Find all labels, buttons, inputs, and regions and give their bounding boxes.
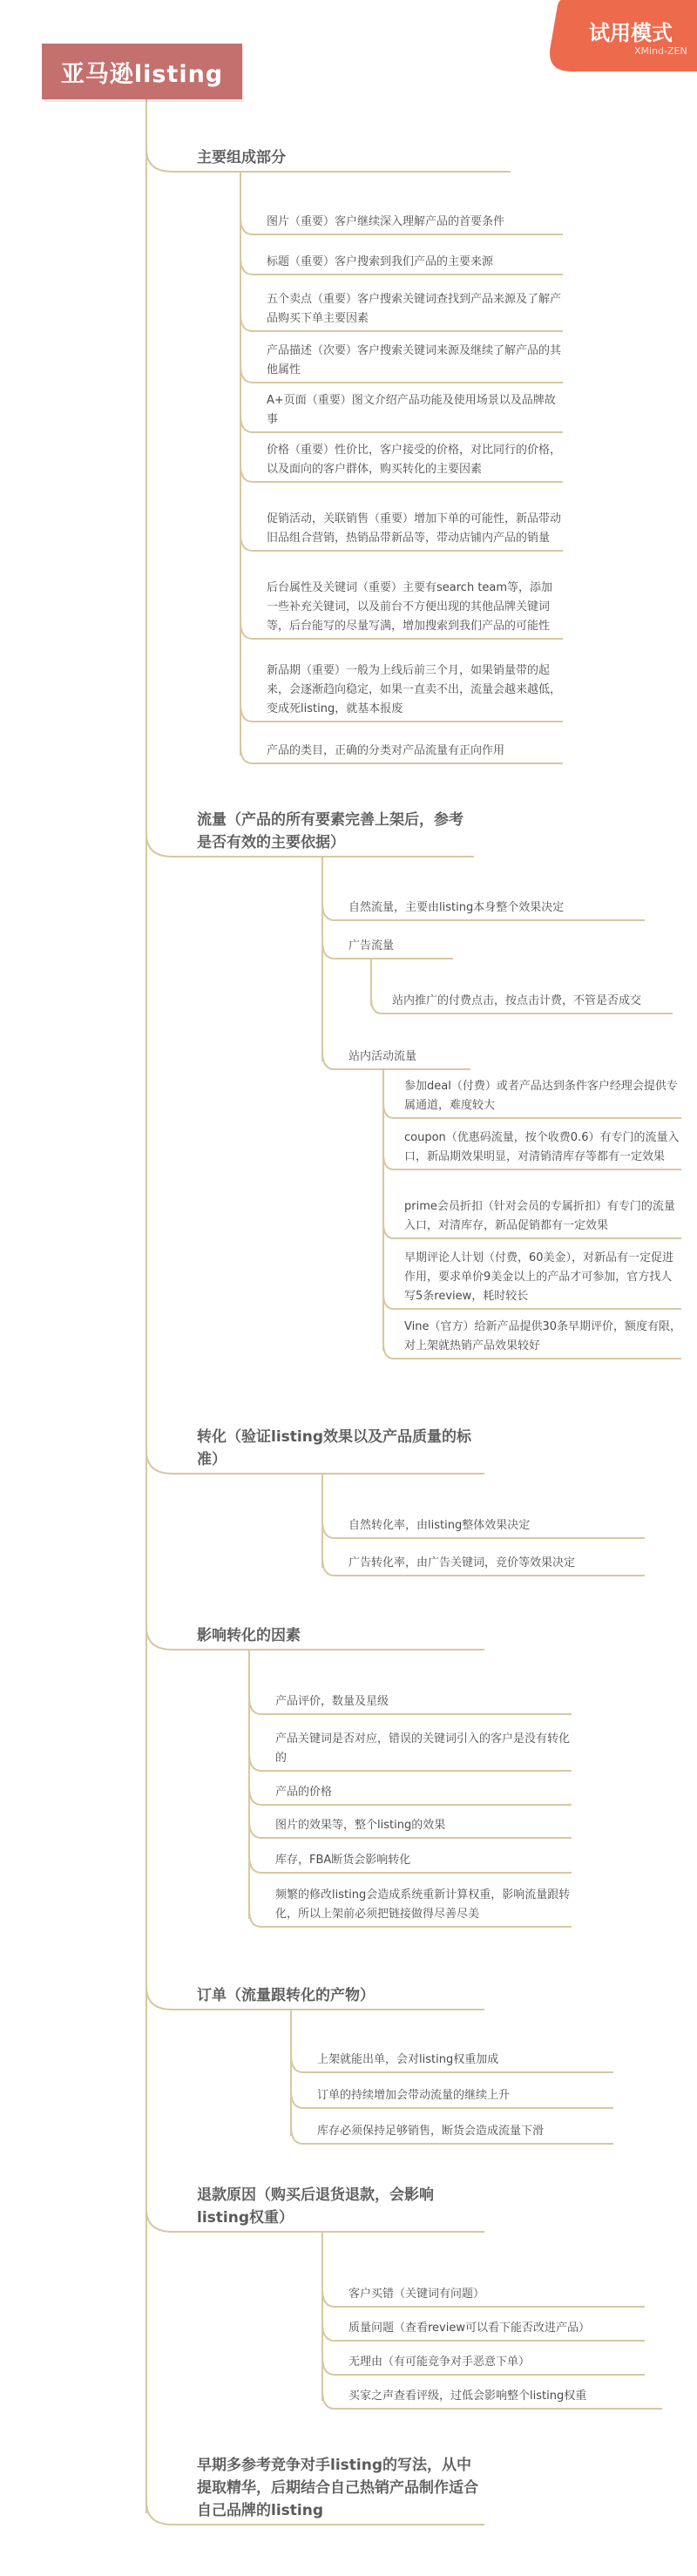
child-branch [322, 941, 342, 959]
section-branch [146, 1987, 190, 2010]
child-branch [322, 2391, 342, 2409]
list-item[interactable]: 订单的持续增加会带动流量的继续上升 [317, 2089, 511, 2102]
section-branch [146, 1627, 190, 1650]
list-item[interactable]: 自然流量，主要由listing本身整个效果决定 [348, 901, 565, 914]
subchild-branch [383, 1343, 397, 1359]
child-branch [240, 365, 260, 383]
child-branch [249, 1787, 268, 1805]
subchild-branch [383, 1293, 397, 1309]
subchild-branch [383, 1154, 397, 1169]
child-branch [322, 1558, 342, 1576]
child-branch [322, 2323, 342, 2341]
child-branch [240, 415, 260, 432]
section-title[interactable]: 退款原因（购买后退货退款，会影响listing权重） [197, 2186, 434, 2227]
section-title[interactable]: 早期多参考竞争对手listing的写法，从中提取精华，后期结合自己热销产品制作适合自己品牌的listing [197, 2457, 478, 2519]
list-item[interactable]: Vine（官方）给新产品提供30条早期评价，额度有限，对上架就热销产品效果较好 [404, 1320, 681, 1352]
list-item[interactable]: 频繁的修改listing会造成系统重新计算权重，影响流量跟转化，所以上架前必须把链接做得尽善尽美 [275, 1888, 571, 1921]
list-item[interactable]: 无理由（有可能竞争对手恶意下单） [348, 2356, 531, 2369]
list-item[interactable]: 广告流量 [348, 939, 395, 952]
list-item[interactable]: 广告转化率，由广告关键词，竞价等效果决定 [348, 1556, 576, 1569]
child-branch [291, 2055, 310, 2072]
list-item[interactable]: 标题（重要）客户搜索到我们产品的主要来源 [267, 255, 494, 268]
section-title[interactable]: 订单（流量跟转化的产物） [197, 1987, 375, 2004]
list-item[interactable]: 新品期（重要）一般为上线后前三个月，如果销量带的起来，会逐渐趋向稳定，如果一直卖不出，流量会越来越低，变成死listing，就基本报废 [267, 664, 562, 715]
list-item[interactable]: A+页面（重要）图文介绍产品功能及使用场景以及品牌故事 [267, 394, 556, 426]
list-item[interactable]: 质量问题（查看review可以看下能否改进产品） [348, 2322, 590, 2335]
list-item[interactable]: 促销活动，关联销售（重要）增加下单的可能性，新品带动旧品组合营销，热销品带新品等，带动店铺内产品的销量 [267, 512, 562, 545]
child-branch [240, 257, 260, 275]
list-item[interactable]: 价格（重要）性价比，客户接受的价格，对比同行的价格，以及面向的客户群体，购买转化的主要因素 [267, 444, 562, 476]
child-branch [240, 704, 260, 722]
list-item[interactable]: 客户买错（关键词有问题） [348, 2288, 485, 2301]
section-title[interactable]: 影响转化的因素 [197, 1627, 301, 1644]
list-item[interactable]: 自然转化率，由listing整体效果决定 [348, 1519, 531, 1532]
list-item[interactable]: 参加deal（付费）或者产品达到条件客户经理会提供专属通道，难度较大 [404, 1080, 678, 1112]
child-branch [322, 1052, 342, 1069]
child-branch [249, 1820, 268, 1838]
list-item[interactable]: 站内推广的付费点击，按点击计费，不管是否成交 [392, 994, 642, 1007]
root-title: 亚马逊listing [60, 60, 224, 88]
child-branch [240, 746, 260, 763]
list-item[interactable]: 图片的效果等，整个listing的效果 [275, 1819, 446, 1832]
child-branch [291, 2091, 310, 2108]
subchild-branch [383, 1102, 397, 1118]
subchild-branch [383, 1223, 397, 1238]
child-branch [240, 464, 260, 482]
subchild-branch [371, 998, 385, 1013]
child-branch [249, 1909, 268, 1927]
section-title[interactable]: 主要组成部分 [197, 149, 286, 166]
child-branch [249, 1753, 268, 1771]
section-branch [146, 2209, 190, 2232]
list-item[interactable]: 产品描述（次要）客户搜索关键词来源及继续了解产品的其他属性 [267, 344, 562, 376]
list-item[interactable]: 后台属性及关键词（重要）主要有search team等，添加一些补充关键词，以及前台不方便出现的其他品牌关键词等，后台能写的尽量写满，增加搜索到我们产品的可能性 [267, 581, 553, 633]
list-item[interactable]: 图片（重要）客户继续深入理解产品的首要条件 [267, 215, 505, 228]
child-branch [291, 2126, 310, 2144]
section-branch [146, 149, 190, 172]
list-item[interactable]: coupon（优惠码流量，按个收费0.6）有专门的流量入口，新品期效果明显，对清销清库存等都有一定效果 [404, 1131, 680, 1163]
list-item[interactable]: 早期评论人计划（付费，60美金），对新品有一定促进作用，要求单价9美金以上的产品才可参加，官方找人写5条review，耗时较长 [404, 1251, 674, 1303]
child-branch [240, 533, 260, 551]
child-branch [249, 1697, 268, 1714]
list-item[interactable]: prime会员折扣（针对会员的专属折扣）有专门的流量入口，对清库存，新品促销都有一定效果 [404, 1200, 675, 1232]
section-branch [146, 2502, 190, 2525]
root-topic[interactable] [42, 44, 242, 99]
xmind-logo-text: XMind-ZEN [634, 45, 687, 57]
list-item[interactable]: 产品评价，数量及星级 [275, 1695, 389, 1708]
child-branch [322, 2289, 342, 2307]
section-title[interactable]: 转化（验证listing效果以及产品质量的标准） [197, 1428, 471, 1468]
child-branch [240, 314, 260, 331]
child-branch [240, 621, 260, 639]
list-item[interactable]: 站内活动流量 [348, 1050, 417, 1063]
child-branch [322, 2357, 342, 2375]
child-branch [249, 1855, 268, 1873]
list-item[interactable]: 上架就能出单，会对listing权重加成 [317, 2053, 499, 2066]
section-branch [146, 834, 190, 857]
section-branch [146, 1451, 190, 1474]
list-item[interactable]: 五个卖点（重要）客户搜索关键词查找到产品来源及了解产品购买下单主要因素 [267, 293, 562, 325]
list-item[interactable]: 产品的价格 [275, 1786, 333, 1799]
child-branch [322, 1521, 342, 1538]
list-item[interactable]: 库存，FBA断货会影响转化 [275, 1854, 411, 1867]
section-title[interactable]: 流量（产品的所有要素完善上架后，参考是否有效的主要依据） [197, 811, 464, 851]
trial-mode-badge[interactable] [537, 0, 697, 71]
list-item[interactable]: 产品的类目，正确的分类对产品流量有正向作用 [267, 744, 505, 757]
child-branch [240, 217, 260, 234]
child-branch [322, 903, 342, 920]
list-item[interactable]: 买家之声查看评级，过低会影响整个listing权重 [348, 2390, 587, 2403]
list-item[interactable]: 库存必须保持足够销售，断货会造成流量下滑 [317, 2125, 545, 2138]
list-item[interactable]: 产品关键词是否对应，错误的关键词引入的客户是没有转化的 [275, 1732, 571, 1765]
trial-mode-label: 试用模式 [589, 21, 673, 45]
